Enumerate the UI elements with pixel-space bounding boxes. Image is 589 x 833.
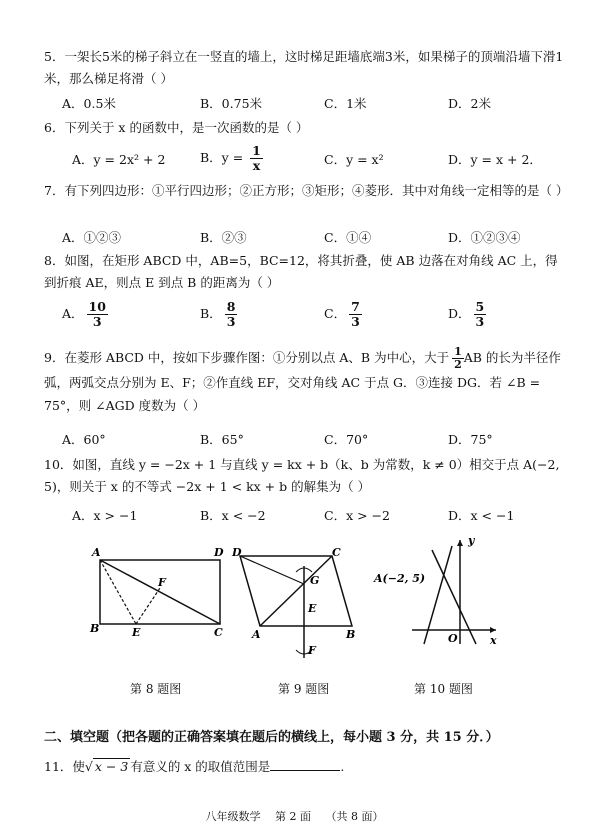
label-f: F xyxy=(158,576,166,589)
question-10-options xyxy=(62,506,562,532)
label-e: E xyxy=(132,626,141,639)
label-c: C xyxy=(332,546,341,559)
label-c: C xyxy=(214,626,223,639)
option-d: D．x < −1 xyxy=(448,508,515,523)
question-5-stem: 5．一架长5米的梯子斜立在一竖直的墙上，这时梯足距墙底端3米，如果梯子的顶端沿墙下滑1米，那么梯足将滑（ ） xyxy=(44,49,564,86)
label-origin: O xyxy=(448,632,458,645)
option-a: A．0.5米 xyxy=(62,96,116,111)
figure-9 xyxy=(228,546,368,668)
question-8-stem: 8．如图，在矩形 ABCD 中，AB=5，BC=12，将其折叠，使 AB 边落在对角线 AC 上，得到折痕 AE，则点 E 到点 B 的距离为（ ） xyxy=(44,253,558,290)
label-a: A xyxy=(92,546,101,559)
label-point-a: A(−2, 5) xyxy=(374,572,426,585)
option-c: C．y = x² xyxy=(324,152,384,167)
question-7-stem: 7．有下列四边形：①平行四边形；②正方形；③矩形；④菱形．其中对角线一定相等的是（ ） xyxy=(44,183,569,198)
option-b: B．65° xyxy=(200,432,244,447)
label-g: G xyxy=(310,574,320,587)
option-d: D．y = x + 2． xyxy=(448,152,542,167)
figure-10 xyxy=(372,534,512,646)
question-9-options xyxy=(62,430,562,456)
label-d: D xyxy=(214,546,224,559)
option-d: D． $\frac{5}{3}$ xyxy=(448,299,485,329)
figure-9-caption: 第 9 题图 xyxy=(278,682,330,696)
label-b: B xyxy=(90,622,100,635)
option-b: B．0.75米 xyxy=(200,96,263,111)
label-e: E xyxy=(308,602,317,615)
option-d: D．75° xyxy=(448,432,493,447)
option-b: B．②③ xyxy=(200,230,247,245)
question-6-stem: 6．下列关于 x 的函数中，是一次函数的是（ ） xyxy=(44,120,309,135)
option-c: C． $\frac{7}{3}$ xyxy=(324,299,360,329)
option-a: A．y = 2x² + 2 xyxy=(72,152,166,167)
figure-10-caption: 第 10 题图 xyxy=(414,682,473,696)
option-a: A．60° xyxy=(62,432,106,447)
label-d: D xyxy=(232,546,242,559)
answer-blank[interactable] xyxy=(270,758,340,771)
section-2-heading: 二、填空题（把各题的正确答案填在题后的横线上，每小题 3 分，共 15 分．） xyxy=(44,730,499,745)
option-c: C．70° xyxy=(324,432,369,447)
option-c: C．x > −2 xyxy=(324,508,390,523)
option-c: C．①④ xyxy=(324,230,372,245)
figure-8-caption: 第 8 题图 xyxy=(130,682,182,696)
label-b: B xyxy=(346,628,356,641)
option-b: B． $\frac{8}{3}$ xyxy=(200,299,236,329)
option-a: A．x > −1 xyxy=(72,508,138,523)
option-c: C．1米 xyxy=(324,96,367,111)
option-b: B．y = $\frac{1}{x}$ xyxy=(200,143,261,173)
question-6-options xyxy=(62,144,562,180)
option-d: D．2米 xyxy=(448,96,491,111)
page-footer: 八年级数学 第 2 面 （共 8 面） xyxy=(205,810,384,823)
label-a: A xyxy=(252,628,261,641)
figure-8 xyxy=(88,546,234,642)
question-10-stem: 10．如图，直线 y = −2x + 1 与直线 y = kx + b（k、b 为常数，k ≠ 0）相交于点 A(−2, 5)，则关于 x 的不等式 −2x + 1 < kx + b 的解集为（ ） xyxy=(44,457,560,494)
question-8-options xyxy=(62,300,562,340)
label-x-axis: x xyxy=(490,634,497,646)
option-d: D．①②③④ xyxy=(448,230,521,245)
option-a: A．①②③ xyxy=(62,230,122,245)
question-9-stem: 9．在菱形 ABCD 中，按如下步骤作图：①分别以点 A、B 为中心，大于 $\frac{1}{2}$ AB 的长为半径作弧，两弧交点分别为 E、F；②作直线 EF，交对角线 AC 于点 G．③连接 DG．若 ∠B = 75°，则 ∠AGD 度数为（ ） xyxy=(44,345,561,413)
label-f: F xyxy=(308,644,316,657)
question-11: 11．使√ x − 3 有意义的 x 的取值范围是 . xyxy=(44,759,345,774)
option-a: A． $\frac{10}{3}$ xyxy=(62,299,106,329)
label-y-axis: y xyxy=(468,534,475,547)
option-b: B．x < −2 xyxy=(200,508,266,523)
